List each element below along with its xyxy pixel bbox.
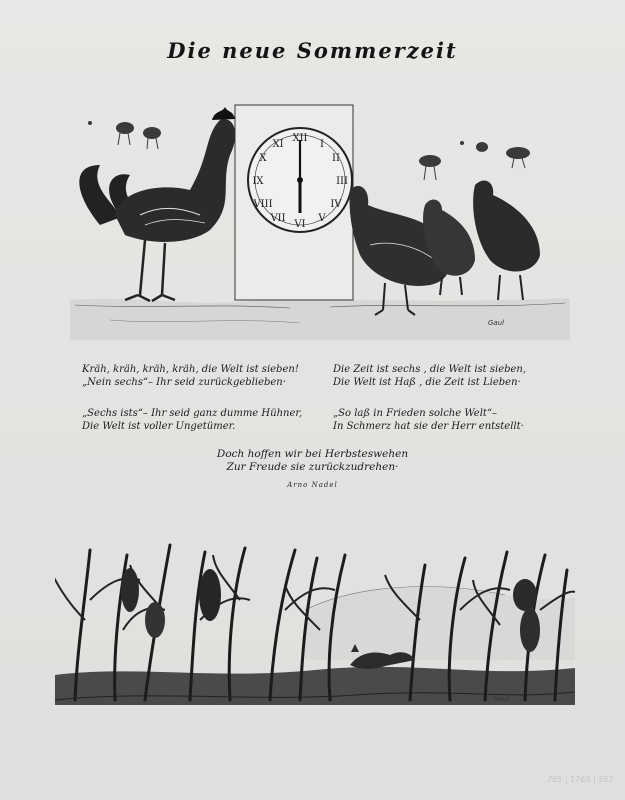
cornfield-illustration: [55, 540, 575, 720]
svg-text:VIII: VIII: [253, 199, 273, 210]
rooster-clock-illustration: [70, 95, 570, 340]
verse-line: In Schmerz hat sie der Herr entstellt·: [333, 421, 524, 432]
verse-line: Doch hoffen wir bei Herbsteswehen: [216, 448, 409, 460]
svg-text:XI: XI: [272, 139, 284, 150]
stanza-right-1: [333, 363, 526, 389]
stanza-left-2: [82, 407, 302, 433]
stanza-right-2: [333, 407, 524, 433]
svg-text:VII: VII: [270, 213, 286, 224]
svg-text:X: X: [259, 153, 267, 164]
svg-text:II: II: [332, 153, 340, 164]
verse-line: „So laß in Frieden solche Welt“–: [333, 408, 498, 419]
poem-title: Die neue Sommerzeit: [167, 38, 458, 63]
svg-text:I: I: [320, 139, 324, 150]
svg-text:IV: IV: [330, 199, 342, 210]
svg-text:IX: IX: [252, 176, 264, 187]
verse-line: „Sechs ists“– Ihr seid ganz dumme Hühner,: [82, 408, 303, 419]
verse-line: „Nein sechs“– Ihr seid zurückgeblieben·: [82, 377, 286, 388]
svg-text:XII: XII: [292, 133, 308, 144]
closing-stanza: [0, 447, 625, 473]
illustrator-signature-top: Gaul: [488, 319, 505, 327]
verse-line: Die Welt ist voller Ungetümer.: [82, 421, 236, 432]
svg-text:III: III: [336, 176, 348, 187]
verse-line: Kräh, kräh, kräh, kräh, die Welt ist sieben!: [82, 364, 299, 375]
archive-mark: 765 | 1765 | 551: [547, 775, 614, 784]
svg-text:VI: VI: [294, 219, 306, 230]
poem-author: Arno Nadel: [287, 481, 338, 489]
svg-text:V: V: [318, 213, 326, 224]
stanza-left-1: [82, 363, 299, 389]
illustrator-signature-bottom: Gaul: [493, 695, 510, 703]
verse-line: Die Zeit ist sechs , die Welt ist sieben,: [333, 364, 527, 375]
verse-line: Die Welt ist Haß , die Zeit ist Lieben·: [333, 377, 521, 388]
verse-line: Zur Freude sie zurückzudrehen·: [226, 461, 399, 473]
